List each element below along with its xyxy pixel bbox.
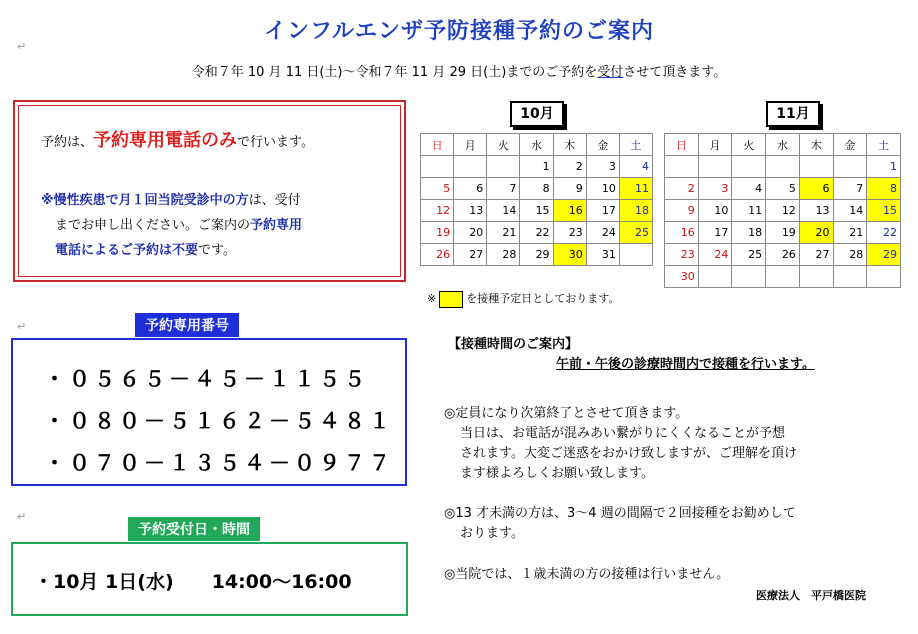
weekday-header: 水 (766, 134, 800, 156)
calendar-day: 20 (454, 222, 487, 244)
info-p1-line3: されます。大変ご迷惑をおかけ致しますが、ご理解を頂け (460, 446, 797, 461)
calendar-day: 1 (867, 156, 901, 178)
info-heading: 【接種時間のご案内】 (448, 337, 579, 352)
calendar-day: 5 (421, 178, 454, 200)
calendar-day: 19 (766, 222, 800, 244)
info-p2-line1: ◎13 才未満の方は、3～4 週の間隔で２回接種をお勧めして (444, 506, 796, 521)
calendar-empty-cell (833, 156, 867, 178)
calendar-day: 10 (586, 178, 619, 200)
weekday-header: 日 (421, 134, 454, 156)
info-time-note: 午前・午後の診療時間内で接種を行います。 (556, 357, 815, 372)
calendar-day: 17 (586, 200, 619, 222)
info-p1-line4: ます様よろしくお願い致します。 (460, 466, 654, 481)
calendar-empty-cell (766, 156, 800, 178)
reception-label: 予約受付日・時間 (128, 517, 260, 541)
calendar-day: 7 (487, 178, 520, 200)
calendar-day: 26 (421, 244, 454, 266)
weekday-header: 土 (619, 134, 652, 156)
calendar-day: 27 (799, 244, 833, 266)
calendar-day: 3 (698, 178, 732, 200)
calendar-day: 12 (766, 200, 800, 222)
calendar-day: 17 (698, 222, 732, 244)
calendar-day: 15 (520, 200, 553, 222)
calendar-empty-cell (698, 156, 732, 178)
info-p1-line2: 当日は、お電話が混みあい繋がりにくくなることが予想 (460, 426, 786, 441)
info-p2-line2: おります。 (460, 526, 524, 541)
calendar-empty-cell (454, 156, 487, 178)
reservation-period: 令和７年 10 月 11 日(土)～令和７年 11 月 29 日(土)までのご予約を受付させて頂きます。 (191, 65, 727, 80)
yellow-swatch (439, 291, 463, 308)
calendar-day: 20 (799, 222, 833, 244)
calendar-day: 8 (520, 178, 553, 200)
phone-number-3: ・０７０－１３５４－０９７７ (44, 451, 394, 475)
calendar-day: 2 (665, 178, 699, 200)
calendar-day: 16 (553, 200, 586, 222)
reception-time: ・10月 1日(水) 14:00～16:00 (34, 571, 352, 593)
notice-box (13, 100, 406, 282)
phone-number-2: ・０８０－５１６２－５４８１ (44, 409, 394, 433)
calendar-empty-cell (421, 156, 454, 178)
clinic-signature: 医療法人 平戸橋医院 (756, 589, 866, 602)
calendar-day: 28 (833, 244, 867, 266)
calendar-day: 27 (454, 244, 487, 266)
weekday-header: 水 (520, 134, 553, 156)
calendar-day: 31 (586, 244, 619, 266)
paragraph-mark: ↵ (17, 40, 27, 53)
calendar-day: 19 (421, 222, 454, 244)
calendar-day: 29 (520, 244, 553, 266)
calendar-day: 18 (619, 200, 652, 222)
calendar-empty-cell (766, 266, 800, 288)
calendar-empty-cell (665, 156, 699, 178)
october-calendar (420, 133, 653, 266)
weekday-header: 火 (487, 134, 520, 156)
calendar-empty-cell (833, 266, 867, 288)
calendar-day: 21 (833, 222, 867, 244)
calendar-day: 12 (421, 200, 454, 222)
calendar-day: 30 (553, 244, 586, 266)
calendar-day: 23 (665, 244, 699, 266)
calendar-day: 21 (487, 222, 520, 244)
weekday-header: 木 (799, 134, 833, 156)
calendar-day: 2 (553, 156, 586, 178)
info-p3: ◎当院では、１歳未満の方の接種は行いません。 (444, 567, 730, 582)
calendar-day: 1 (520, 156, 553, 178)
calendar-day: 15 (867, 200, 901, 222)
weekday-header: 月 (698, 134, 732, 156)
page-title: インフルエンザ予防接種予約のご案内 (263, 19, 655, 44)
calendar-day: 9 (553, 178, 586, 200)
weekday-header: 日 (665, 134, 699, 156)
notice-line-3: までお申し出ください。ご案内の予約専用 (55, 218, 303, 233)
calendar-day: 10 (698, 200, 732, 222)
calendar-day: 4 (619, 156, 652, 178)
info-p1-line1: ◎定員になり次第終了とさせて頂きます。 (444, 406, 689, 421)
calendar-day: 28 (487, 244, 520, 266)
calendar-day: 29 (867, 244, 901, 266)
weekday-header: 火 (732, 134, 766, 156)
calendar-day: 26 (766, 244, 800, 266)
paragraph-mark: ↵ (17, 320, 27, 333)
weekday-header: 木 (553, 134, 586, 156)
calendar-empty-cell (698, 266, 732, 288)
calendar-day: 25 (732, 244, 766, 266)
calendar-day: 3 (586, 156, 619, 178)
weekday-header: 金 (586, 134, 619, 156)
calendar-day: 13 (454, 200, 487, 222)
calendar-day: 4 (732, 178, 766, 200)
calendar-day: 24 (698, 244, 732, 266)
calendar-day: 11 (732, 200, 766, 222)
calendar-day: 25 (619, 222, 652, 244)
notice-line-2: ※慢性疾患で月１回当院受診中の方は、受付 (41, 193, 301, 208)
weekday-header: 土 (867, 134, 901, 156)
calendar-empty-cell (799, 266, 833, 288)
november-label: 11月 (766, 101, 820, 127)
paragraph-mark: ↵ (17, 510, 27, 523)
november-calendar (664, 133, 901, 288)
calendar-day: 14 (487, 200, 520, 222)
calendar-empty-cell (732, 156, 766, 178)
calendar-day: 11 (619, 178, 652, 200)
calendar-day: 6 (454, 178, 487, 200)
calendar-day: 24 (586, 222, 619, 244)
calendar-empty-cell (867, 266, 901, 288)
calendar-day: 7 (833, 178, 867, 200)
calendar-day: 22 (867, 222, 901, 244)
phone-label: 予約専用番号 (135, 313, 239, 337)
notice-line-1: 予約は、予約専用電話のみで行います。 (41, 130, 314, 151)
october-label: 10月 (510, 101, 564, 127)
calendar-day: 8 (867, 178, 901, 200)
calendar-day: 22 (520, 222, 553, 244)
calendar-day: 18 (732, 222, 766, 244)
calendar-empty-cell (799, 156, 833, 178)
calendar-day: 16 (665, 222, 699, 244)
calendar-empty-cell (732, 266, 766, 288)
calendar-day: 13 (799, 200, 833, 222)
calendar-day: 30 (665, 266, 699, 288)
calendar-empty-cell (487, 156, 520, 178)
phone-number-1: ・０５６５－４５－１１５５ (44, 367, 369, 391)
calendar-day: 5 (766, 178, 800, 200)
notice-line-4: 電話によるご予約は不要です。 (55, 243, 236, 258)
calendar-empty-cell (619, 244, 652, 266)
calendar-day: 9 (665, 200, 699, 222)
calendar-day: 23 (553, 222, 586, 244)
weekday-header: 月 (454, 134, 487, 156)
calendar-legend: ※ を接種予定日としております。 (427, 290, 619, 308)
calendar-day: 14 (833, 200, 867, 222)
calendar-day: 6 (799, 178, 833, 200)
weekday-header: 金 (833, 134, 867, 156)
